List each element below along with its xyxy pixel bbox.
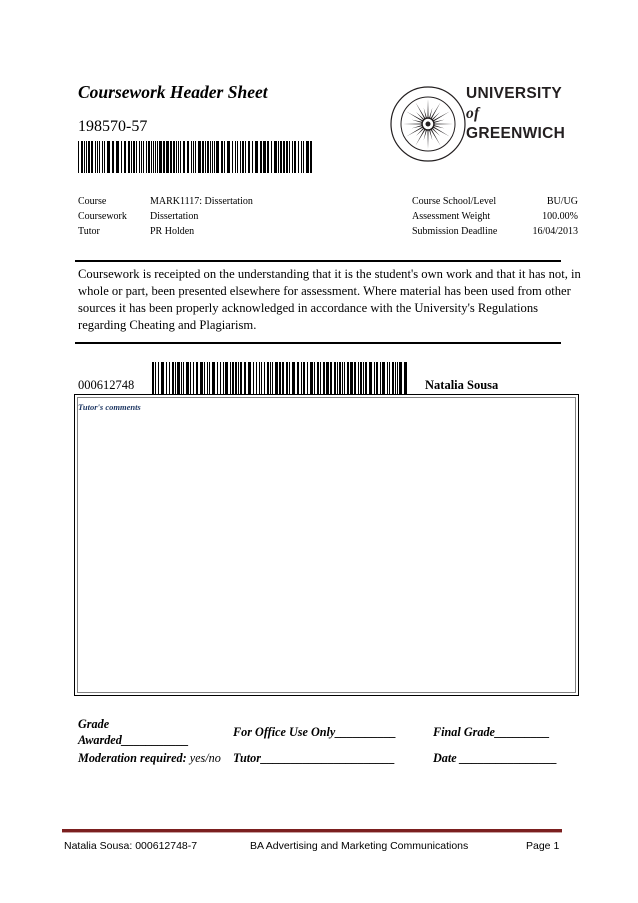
- student-id: 000612748: [78, 378, 135, 392]
- grade-awarded-field: Grade Awarded___________: [78, 717, 189, 747]
- divider-top: [75, 260, 561, 262]
- detail-label-school-level: Course School/Level: [412, 196, 497, 207]
- tutor-signature-field: Tutor______________________: [233, 751, 396, 765]
- detail-value-assessment-weight: 100.00%: [542, 211, 578, 222]
- wordmark-line-1: UNIVERSITY: [466, 85, 563, 102]
- tutor-comments-inner-border: [77, 397, 576, 693]
- moderation-field: [78, 751, 221, 766]
- office-use-only-field: For Office Use Only__________: [233, 725, 397, 739]
- divider-bottom: [75, 342, 561, 344]
- detail-value-tutor: PR Holden: [150, 226, 195, 237]
- detail-label-tutor: Tutor: [78, 226, 100, 237]
- footer-rule: [62, 829, 562, 833]
- detail-label-submission-deadline: Submission Deadline: [412, 226, 498, 237]
- sheet-id: 198570-57: [78, 118, 148, 135]
- student-name: Natalia Sousa: [425, 378, 499, 392]
- footer-programme: BA Advertising and Marketing Communications: [250, 840, 469, 852]
- university-crest-icon: [388, 80, 468, 168]
- detail-value-course: MARK1117: Dissertation: [150, 196, 253, 207]
- detail-value-submission-deadline: 16/04/2013: [532, 226, 578, 237]
- moderation-value: yes/no: [189, 751, 221, 765]
- footer-student: Natalia Sousa: 000612748-7: [64, 840, 198, 852]
- student-barcode: [152, 362, 410, 394]
- wordmark-line-3: GREENWICH: [466, 125, 566, 142]
- date-field: Date ________________: [433, 751, 558, 765]
- footer-page-number: Page 1: [526, 840, 560, 852]
- detail-label-coursework: Coursework: [78, 211, 127, 222]
- wordmark-line-2: of: [466, 105, 480, 122]
- final-grade-field: Final Grade_________: [433, 725, 550, 739]
- tutor-comments-box[interactable]: [74, 394, 579, 696]
- tutor-comments-label: Tutor's comments: [78, 402, 141, 412]
- detail-value-school-level: BU/UG: [546, 196, 578, 207]
- university-wordmark: [466, 84, 565, 144]
- detail-label-assessment-weight: Assessment Weight: [412, 211, 491, 222]
- detail-value-coursework: Dissertation: [150, 211, 199, 222]
- plagiarism-statement: Coursework is receipted on the understanding that it is the student's own work and that it has not, in whole or part, been presented elsewhere for assessment. Where material has been used from other sources it has been properly acknowledged in accordance with the University's Regulations regarding Cheating and Plagiarism.: [78, 267, 581, 332]
- detail-label-course: Course: [78, 196, 107, 207]
- sheet-title: Coursework Header Sheet: [78, 82, 268, 102]
- sheet-barcode: [78, 141, 314, 173]
- moderation-label: Moderation required:: [78, 751, 187, 765]
